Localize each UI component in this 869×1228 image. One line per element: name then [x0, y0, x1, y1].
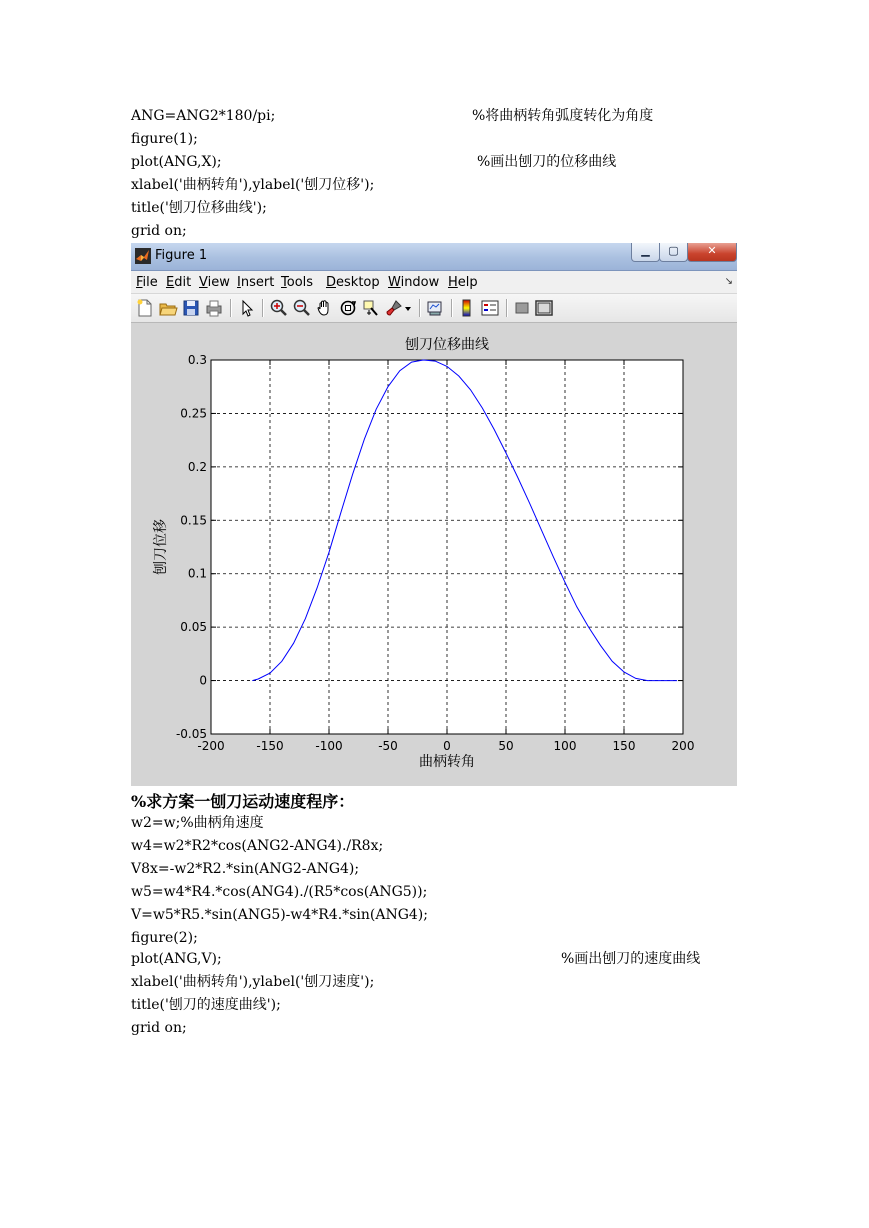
x-tick-label: 0 — [443, 739, 451, 753]
x-tick-label: 200 — [671, 739, 695, 753]
menu-help-hotkey: H — [448, 275, 458, 290]
toolbar-separator — [419, 299, 421, 317]
code-line: title('刨刀位移曲线'); — [131, 200, 267, 216]
code-line: w2=w;%曲柄角速度 — [131, 815, 264, 831]
menu-desktop-hotkey: D — [326, 275, 337, 290]
plot-canvas — [131, 323, 737, 786]
x-tick-label: -200 — [197, 739, 225, 753]
y-tick-label: 0.25 — [180, 406, 207, 421]
toolbar-separator — [506, 299, 508, 317]
toolbar-separator — [230, 299, 232, 317]
x-tick-label: 100 — [553, 739, 577, 753]
close-button[interactable]: ✕ — [687, 243, 737, 262]
brush-dropdown-icon[interactable] — [403, 298, 413, 318]
link-plot-icon[interactable] — [425, 298, 445, 318]
hide-plot-tools-icon[interactable] — [512, 298, 532, 318]
x-tick-labels — [197, 739, 694, 753]
minimize-button[interactable]: ▁ — [631, 243, 660, 262]
menu-window-hotkey: W — [388, 275, 401, 290]
edit-plot-arrow-icon[interactable] — [237, 298, 257, 318]
x-tick-label: 150 — [612, 739, 636, 753]
y-tick-label: 0 — [199, 673, 207, 688]
menu-view[interactable] — [199, 275, 230, 290]
menu-tools-hotkey: T — [281, 275, 287, 290]
menu-edit-hotkey: E — [166, 275, 175, 290]
brush-icon[interactable] — [384, 298, 404, 318]
menu-edit-label: dit — [174, 275, 192, 290]
section-heading: %求方案一刨刀运动速度程序： — [131, 792, 355, 811]
menu-edit[interactable] — [166, 275, 191, 290]
print-icon[interactable] — [204, 298, 224, 318]
show-plot-tools-icon[interactable] — [534, 298, 554, 318]
matlab-logo-icon — [135, 248, 151, 264]
menu-desktop-label: esktop — [336, 275, 380, 290]
x-tick-label: 50 — [498, 739, 514, 753]
open-file-icon[interactable] — [158, 298, 178, 318]
code-line: figure(2); — [131, 930, 198, 946]
maximize-button[interactable]: ▢ — [659, 243, 688, 262]
menu-help[interactable] — [448, 275, 478, 290]
y-tick-labels — [176, 353, 207, 741]
menu-insert[interactable] — [237, 275, 274, 290]
menu-desktop[interactable] — [326, 275, 380, 290]
code-line: xlabel('曲柄转角'),ylabel('刨刀位移'); — [131, 177, 375, 193]
menu-tools[interactable] — [281, 275, 313, 290]
x-tick-label: -50 — [378, 739, 398, 753]
code-line: grid on; — [131, 1020, 187, 1036]
dock-arrow-icon[interactable]: ↘ — [724, 276, 733, 287]
menu-help-label: elp — [457, 275, 478, 290]
code-comment: %画出刨刀的位移曲线 — [477, 154, 617, 170]
menu-file[interactable] — [136, 275, 158, 290]
menu-insert-label: nsert — [240, 275, 275, 290]
x-axis-label: 曲柄转角 — [419, 754, 475, 770]
new-figure-icon[interactable] — [135, 298, 155, 318]
code-line: title('刨刀的速度曲线'); — [131, 997, 281, 1013]
menu-view-label: iew — [207, 275, 230, 290]
figure-toolbar — [131, 294, 737, 323]
chart-title: 刨刀位移曲线 — [405, 337, 489, 353]
menu-insert-hotkey: I — [237, 275, 241, 290]
code-line: plot(ANG,X); — [131, 154, 222, 170]
x-tick-label: -150 — [256, 739, 284, 753]
y-axis-label: 刨刀位移 — [153, 519, 169, 575]
menu-window-label: indow — [400, 275, 440, 290]
code-comment: %将曲柄转角弧度转化为角度 — [472, 108, 654, 124]
zoom-out-icon[interactable] — [292, 298, 312, 318]
toolbar-separator — [262, 299, 264, 317]
y-tick-label: 0.1 — [187, 566, 207, 581]
code-line: ANG=ANG2*180/pi; — [131, 108, 276, 124]
code-comment: %画出刨刀的速度曲线 — [561, 951, 701, 967]
y-tick-label: 0.05 — [180, 620, 207, 635]
data-cursor-icon[interactable] — [361, 298, 381, 318]
code-line: V=w5*R5.*sin(ANG5)-w4*R4.*sin(ANG4); — [131, 907, 428, 923]
y-tick-label: 0.15 — [180, 513, 207, 528]
legend-icon[interactable] — [480, 298, 500, 318]
menu-file-label: ile — [142, 275, 158, 290]
menu-file-hotkey: F — [136, 275, 143, 290]
x-tick-label: -100 — [315, 739, 343, 753]
save-icon[interactable] — [181, 298, 201, 318]
window-titlebar[interactable] — [131, 243, 737, 271]
menu-bar — [131, 271, 737, 294]
menu-window[interactable] — [388, 275, 439, 290]
code-line: V8x=-w2*R2.*sin(ANG2-ANG4); — [131, 861, 360, 877]
toolbar-separator — [451, 299, 453, 317]
code-line: w5=w4*R4.*cos(ANG4)./(R5*cos(ANG5)); — [131, 884, 428, 900]
code-line: w4=w2*R2*cos(ANG2-ANG4)./R8x; — [131, 838, 384, 854]
window-title: Figure 1 — [155, 248, 208, 263]
zoom-in-icon[interactable] — [269, 298, 289, 318]
y-tick-label: 0.2 — [187, 459, 207, 474]
code-line: figure(1); — [131, 131, 198, 147]
pan-hand-icon[interactable] — [315, 298, 335, 318]
code-line: xlabel('曲柄转角'),ylabel('刨刀速度'); — [131, 974, 375, 990]
menu-view-hotkey: V — [199, 275, 208, 290]
figure-window — [131, 243, 737, 786]
rotate-3d-icon[interactable] — [338, 298, 358, 318]
y-tick-label: 0.3 — [187, 353, 207, 367]
menu-tools-label: ools — [286, 275, 314, 290]
code-line: grid on; — [131, 223, 187, 239]
y-tick-label: -0.05 — [175, 727, 207, 741]
colorbar-icon[interactable] — [457, 298, 477, 318]
code-line: plot(ANG,V); — [131, 951, 222, 967]
